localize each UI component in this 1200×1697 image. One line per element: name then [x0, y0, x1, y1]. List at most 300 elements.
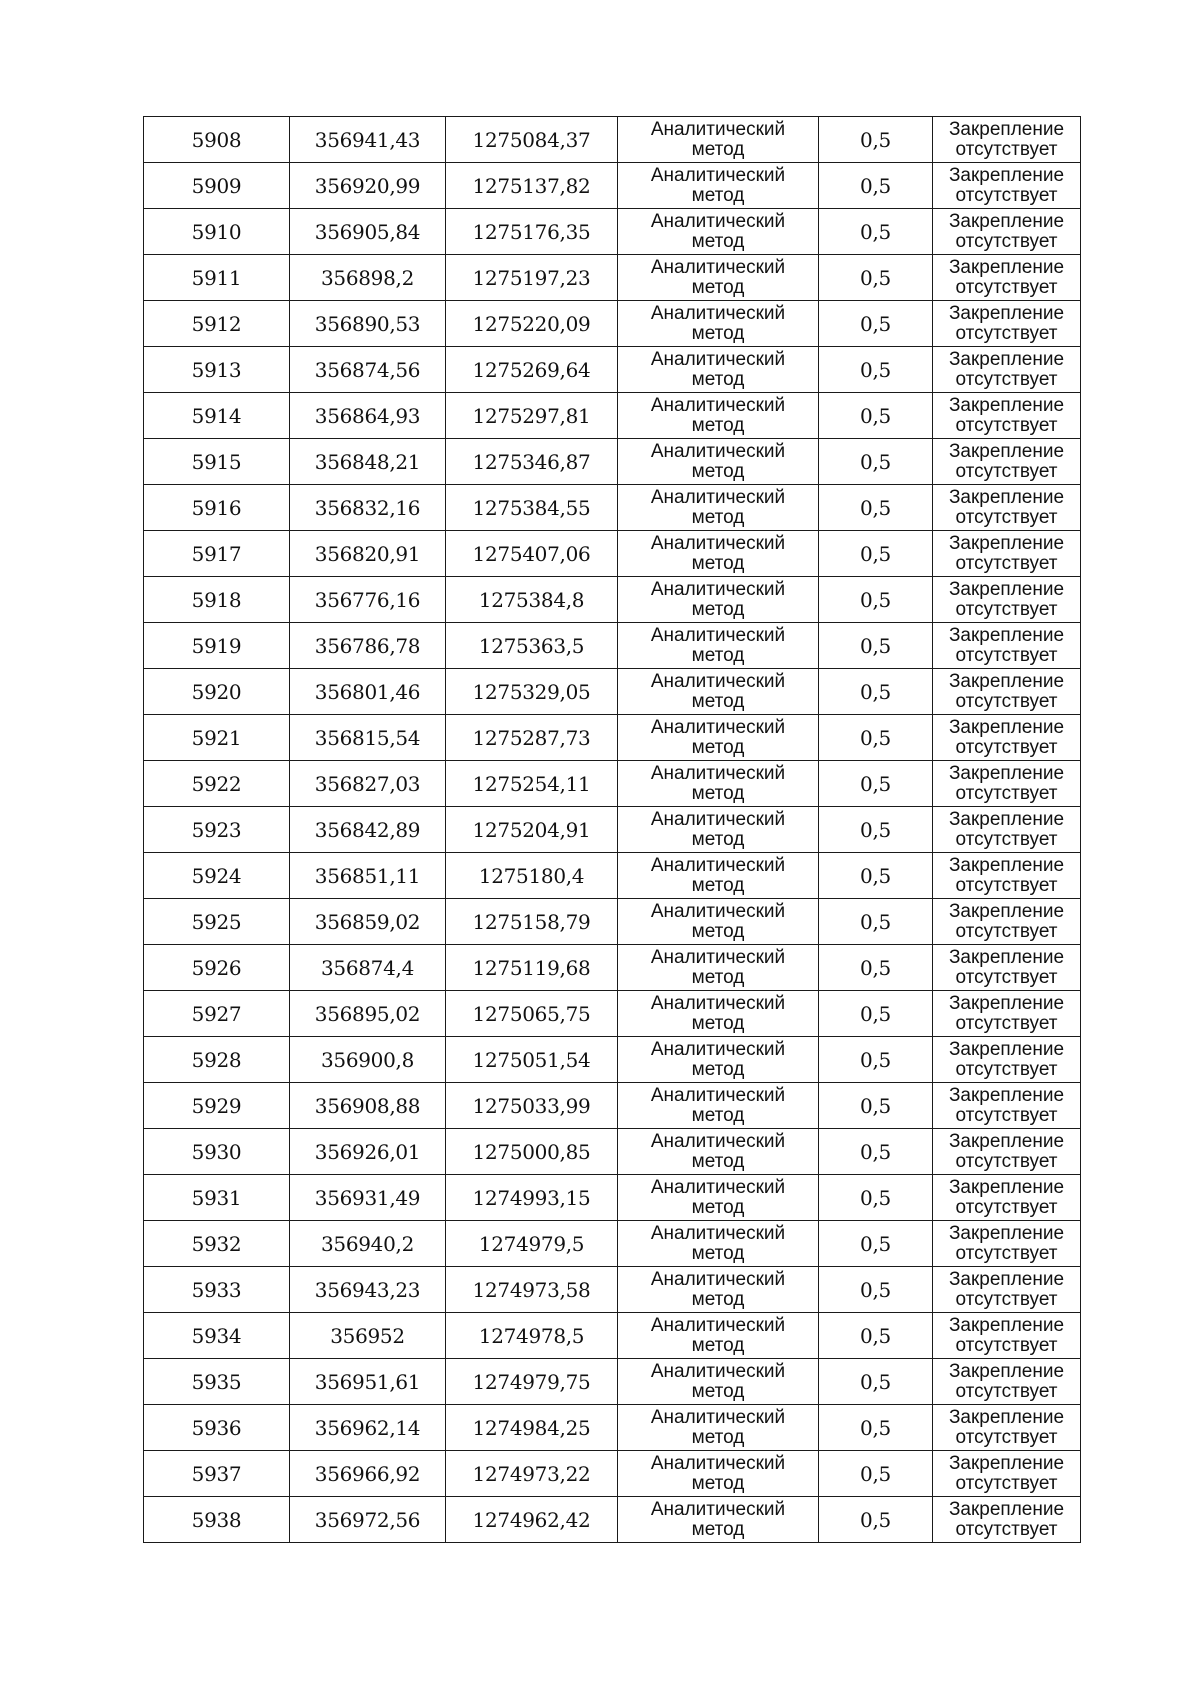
method-text: метод	[691, 184, 745, 206]
marking-cell	[933, 577, 1081, 623]
marking-text: Закрепление	[948, 164, 1065, 186]
y-coordinate-cell: 1274979,75	[446, 1359, 618, 1405]
x-coordinate-cell: 356900,8	[290, 1037, 446, 1083]
marking-text: отсутствует	[955, 1104, 1058, 1126]
accuracy-cell: 0,5	[819, 255, 933, 301]
y-coordinate-cell: 1275119,68	[446, 945, 618, 991]
x-coordinate-cell: 356848,21	[290, 439, 446, 485]
method-text: метод	[691, 1104, 745, 1126]
x-coordinate-cell: 356851,11	[290, 853, 446, 899]
method-text: Аналитический	[650, 808, 786, 830]
table-row	[144, 1083, 1081, 1129]
x-coordinate-cell: 356776,16	[290, 577, 446, 623]
method-text: Аналитический	[650, 118, 786, 140]
method-cell	[618, 1313, 819, 1359]
marking-text: отсутствует	[955, 322, 1058, 344]
marking-text: Закрепление	[948, 256, 1065, 278]
x-coordinate-cell: 356874,4	[290, 945, 446, 991]
marking-cell	[933, 1451, 1081, 1497]
point-number-cell: 5924	[144, 853, 290, 899]
marking-text: Закрепление	[948, 1130, 1065, 1152]
y-coordinate-cell: 1275329,05	[446, 669, 618, 715]
marking-text: Закрепление	[948, 394, 1065, 416]
point-number-cell: 5923	[144, 807, 290, 853]
method-text: метод	[691, 414, 745, 436]
marking-cell	[933, 1129, 1081, 1175]
marking-text: отсутствует	[955, 230, 1058, 252]
marking-text: отсутствует	[955, 1288, 1058, 1310]
method-text: Аналитический	[650, 716, 786, 738]
x-coordinate-cell: 356926,01	[290, 1129, 446, 1175]
method-text: метод	[691, 874, 745, 896]
y-coordinate-cell: 1275407,06	[446, 531, 618, 577]
marking-cell	[933, 117, 1081, 163]
table-row	[144, 761, 1081, 807]
coordinates-table	[143, 116, 1081, 1543]
table-row	[144, 347, 1081, 393]
method-cell	[618, 945, 819, 991]
accuracy-cell: 0,5	[819, 1037, 933, 1083]
marking-text: Закрепление	[948, 1084, 1065, 1106]
marking-text: отсутствует	[955, 460, 1058, 482]
marking-text: Закрепление	[948, 210, 1065, 232]
point-number-cell: 5908	[144, 117, 290, 163]
marking-cell	[933, 163, 1081, 209]
y-coordinate-cell: 1275346,87	[446, 439, 618, 485]
x-coordinate-cell: 356951,61	[290, 1359, 446, 1405]
method-text: Аналитический	[650, 532, 786, 554]
method-text: метод	[691, 828, 745, 850]
accuracy-cell: 0,5	[819, 1175, 933, 1221]
method-text: Аналитический	[650, 900, 786, 922]
marking-text: Закрепление	[948, 762, 1065, 784]
marking-text: отсутствует	[955, 184, 1058, 206]
method-cell	[618, 163, 819, 209]
method-text: метод	[691, 1334, 745, 1356]
marking-text: Закрепление	[948, 854, 1065, 876]
marking-text: Закрепление	[948, 1498, 1065, 1520]
marking-cell	[933, 439, 1081, 485]
x-coordinate-cell: 356874,56	[290, 347, 446, 393]
method-text: Аналитический	[650, 1498, 786, 1520]
method-cell	[618, 1405, 819, 1451]
y-coordinate-cell: 1275176,35	[446, 209, 618, 255]
marking-text: отсутствует	[955, 966, 1058, 988]
point-number-cell: 5936	[144, 1405, 290, 1451]
point-number-cell: 5926	[144, 945, 290, 991]
marking-cell	[933, 1221, 1081, 1267]
method-cell	[618, 1221, 819, 1267]
accuracy-cell: 0,5	[819, 807, 933, 853]
method-cell	[618, 853, 819, 899]
method-text: метод	[691, 1058, 745, 1080]
method-cell	[618, 117, 819, 163]
point-number-cell: 5915	[144, 439, 290, 485]
marking-text: отсутствует	[955, 736, 1058, 758]
method-text: Аналитический	[650, 1360, 786, 1382]
accuracy-cell: 0,5	[819, 1313, 933, 1359]
x-coordinate-cell: 356931,49	[290, 1175, 446, 1221]
accuracy-cell: 0,5	[819, 1451, 933, 1497]
marking-text: Закрепление	[948, 302, 1065, 324]
table-row	[144, 1313, 1081, 1359]
x-coordinate-cell: 356943,23	[290, 1267, 446, 1313]
marking-cell	[933, 485, 1081, 531]
table-row	[144, 1405, 1081, 1451]
method-cell	[618, 255, 819, 301]
point-number-cell: 5914	[144, 393, 290, 439]
accuracy-cell: 0,5	[819, 531, 933, 577]
method-text: Аналитический	[650, 164, 786, 186]
point-number-cell: 5920	[144, 669, 290, 715]
marking-text: отсутствует	[955, 1242, 1058, 1264]
point-number-cell: 5916	[144, 485, 290, 531]
method-text: метод	[691, 460, 745, 482]
marking-cell	[933, 1359, 1081, 1405]
y-coordinate-cell: 1275363,5	[446, 623, 618, 669]
marking-cell	[933, 1313, 1081, 1359]
marking-text: отсутствует	[955, 276, 1058, 298]
y-coordinate-cell: 1275287,73	[446, 715, 618, 761]
method-text: Аналитический	[650, 302, 786, 324]
method-cell	[618, 899, 819, 945]
method-cell	[618, 1083, 819, 1129]
method-text: метод	[691, 966, 745, 988]
marking-text: отсутствует	[955, 1472, 1058, 1494]
method-text: Аналитический	[650, 256, 786, 278]
method-text: Аналитический	[650, 1084, 786, 1106]
marking-text: Закрепление	[948, 992, 1065, 1014]
table-row	[144, 255, 1081, 301]
method-text: метод	[691, 782, 745, 804]
method-cell	[618, 623, 819, 669]
marking-cell	[933, 623, 1081, 669]
marking-cell	[933, 1037, 1081, 1083]
table-row	[144, 209, 1081, 255]
marking-text: отсутствует	[955, 1426, 1058, 1448]
y-coordinate-cell: 1275204,91	[446, 807, 618, 853]
point-number-cell: 5935	[144, 1359, 290, 1405]
table-row	[144, 301, 1081, 347]
table-row	[144, 991, 1081, 1037]
table-row	[144, 439, 1081, 485]
y-coordinate-cell: 1274962,42	[446, 1497, 618, 1543]
accuracy-cell: 0,5	[819, 301, 933, 347]
accuracy-cell: 0,5	[819, 715, 933, 761]
marking-text: Закрепление	[948, 578, 1065, 600]
point-number-cell: 5931	[144, 1175, 290, 1221]
marking-text: отсутствует	[955, 598, 1058, 620]
marking-text: Закрепление	[948, 532, 1065, 554]
accuracy-cell: 0,5	[819, 485, 933, 531]
method-text: метод	[691, 690, 745, 712]
table-row	[144, 163, 1081, 209]
point-number-cell: 5917	[144, 531, 290, 577]
marking-text: отсутствует	[955, 1334, 1058, 1356]
point-number-cell: 5913	[144, 347, 290, 393]
marking-cell	[933, 945, 1081, 991]
marking-text: отсутствует	[955, 1196, 1058, 1218]
x-coordinate-cell: 356966,92	[290, 1451, 446, 1497]
marking-text: Закрепление	[948, 670, 1065, 692]
method-cell	[618, 761, 819, 807]
accuracy-cell: 0,5	[819, 761, 933, 807]
accuracy-cell: 0,5	[819, 1083, 933, 1129]
marking-text: Закрепление	[948, 1314, 1065, 1336]
marking-cell	[933, 209, 1081, 255]
method-text: метод	[691, 230, 745, 252]
y-coordinate-cell: 1275051,54	[446, 1037, 618, 1083]
y-coordinate-cell: 1274973,22	[446, 1451, 618, 1497]
accuracy-cell: 0,5	[819, 209, 933, 255]
y-coordinate-cell: 1275297,81	[446, 393, 618, 439]
point-number-cell: 5932	[144, 1221, 290, 1267]
marking-text: отсутствует	[955, 1380, 1058, 1402]
method-text: Аналитический	[650, 992, 786, 1014]
accuracy-cell: 0,5	[819, 1221, 933, 1267]
marking-text: отсутствует	[955, 368, 1058, 390]
marking-cell	[933, 531, 1081, 577]
method-text: Аналитический	[650, 670, 786, 692]
method-text: Аналитический	[650, 486, 786, 508]
x-coordinate-cell: 356952	[290, 1313, 446, 1359]
x-coordinate-cell: 356827,03	[290, 761, 446, 807]
method-text: метод	[691, 1518, 745, 1540]
y-coordinate-cell: 1275033,99	[446, 1083, 618, 1129]
marking-text: отсутствует	[955, 644, 1058, 666]
accuracy-cell: 0,5	[819, 1359, 933, 1405]
method-text: метод	[691, 276, 745, 298]
x-coordinate-cell: 356962,14	[290, 1405, 446, 1451]
accuracy-cell: 0,5	[819, 899, 933, 945]
marking-text: отсутствует	[955, 920, 1058, 942]
point-number-cell: 5910	[144, 209, 290, 255]
table-row	[144, 715, 1081, 761]
method-text: Аналитический	[650, 394, 786, 416]
point-number-cell: 5921	[144, 715, 290, 761]
point-number-cell: 5918	[144, 577, 290, 623]
method-text: метод	[691, 598, 745, 620]
method-text: Аналитический	[650, 762, 786, 784]
method-text: метод	[691, 1380, 745, 1402]
marking-cell	[933, 669, 1081, 715]
method-text: метод	[691, 1426, 745, 1448]
method-text: метод	[691, 1242, 745, 1264]
method-text: Аналитический	[650, 1222, 786, 1244]
method-text: метод	[691, 1288, 745, 1310]
table-row	[144, 945, 1081, 991]
method-text: Аналитический	[650, 624, 786, 646]
y-coordinate-cell: 1275065,75	[446, 991, 618, 1037]
x-coordinate-cell: 356801,46	[290, 669, 446, 715]
x-coordinate-cell: 356920,99	[290, 163, 446, 209]
table-row	[144, 393, 1081, 439]
method-cell	[618, 1359, 819, 1405]
marking-text: Закрепление	[948, 624, 1065, 646]
point-number-cell: 5919	[144, 623, 290, 669]
marking-text: Закрепление	[948, 946, 1065, 968]
marking-text: Закрепление	[948, 1038, 1065, 1060]
marking-text: Закрепление	[948, 716, 1065, 738]
method-cell	[618, 209, 819, 255]
accuracy-cell: 0,5	[819, 945, 933, 991]
table-row	[144, 531, 1081, 577]
y-coordinate-cell: 1275269,64	[446, 347, 618, 393]
method-text: метод	[691, 322, 745, 344]
method-text: Аналитический	[650, 1406, 786, 1428]
accuracy-cell: 0,5	[819, 577, 933, 623]
marking-text: Закрепление	[948, 118, 1065, 140]
x-coordinate-cell: 356905,84	[290, 209, 446, 255]
accuracy-cell: 0,5	[819, 163, 933, 209]
method-cell	[618, 1037, 819, 1083]
x-coordinate-cell: 356842,89	[290, 807, 446, 853]
x-coordinate-cell: 356815,54	[290, 715, 446, 761]
x-coordinate-cell: 356908,88	[290, 1083, 446, 1129]
x-coordinate-cell: 356941,43	[290, 117, 446, 163]
table-row	[144, 1221, 1081, 1267]
table-row	[144, 899, 1081, 945]
marking-text: Закрепление	[948, 1452, 1065, 1474]
marking-cell	[933, 1175, 1081, 1221]
marking-text: Закрепление	[948, 486, 1065, 508]
method-cell	[618, 439, 819, 485]
method-text: Аналитический	[650, 1176, 786, 1198]
method-text: Аналитический	[650, 210, 786, 232]
x-coordinate-cell: 356864,93	[290, 393, 446, 439]
x-coordinate-cell: 356786,78	[290, 623, 446, 669]
method-text: Аналитический	[650, 578, 786, 600]
method-text: Аналитический	[650, 1130, 786, 1152]
x-coordinate-cell: 356890,53	[290, 301, 446, 347]
method-text: метод	[691, 1012, 745, 1034]
marking-cell	[933, 301, 1081, 347]
table-row	[144, 485, 1081, 531]
marking-text: отсутствует	[955, 1150, 1058, 1172]
marking-cell	[933, 1497, 1081, 1543]
method-text: метод	[691, 1472, 745, 1494]
method-cell	[618, 1267, 819, 1313]
marking-cell	[933, 1083, 1081, 1129]
marking-text: отсутствует	[955, 552, 1058, 574]
y-coordinate-cell: 1274979,5	[446, 1221, 618, 1267]
marking-text: Закрепление	[948, 900, 1065, 922]
marking-cell	[933, 899, 1081, 945]
table-row	[144, 1037, 1081, 1083]
point-number-cell: 5928	[144, 1037, 290, 1083]
x-coordinate-cell: 356820,91	[290, 531, 446, 577]
accuracy-cell: 0,5	[819, 439, 933, 485]
marking-text: Закрепление	[948, 1406, 1065, 1428]
table-row	[144, 117, 1081, 163]
accuracy-cell: 0,5	[819, 347, 933, 393]
point-number-cell: 5912	[144, 301, 290, 347]
method-cell	[618, 393, 819, 439]
marking-cell	[933, 393, 1081, 439]
y-coordinate-cell: 1275137,82	[446, 163, 618, 209]
marking-text: Закрепление	[948, 440, 1065, 462]
marking-text: Закрепление	[948, 1222, 1065, 1244]
marking-text: Закрепление	[948, 1360, 1065, 1382]
y-coordinate-cell: 1275384,8	[446, 577, 618, 623]
y-coordinate-cell: 1275220,09	[446, 301, 618, 347]
method-cell	[618, 991, 819, 1037]
method-cell	[618, 669, 819, 715]
accuracy-cell: 0,5	[819, 1267, 933, 1313]
marking-text: Закрепление	[948, 808, 1065, 830]
method-text: метод	[691, 644, 745, 666]
accuracy-cell: 0,5	[819, 1405, 933, 1451]
method-text: метод	[691, 552, 745, 574]
point-number-cell: 5937	[144, 1451, 290, 1497]
y-coordinate-cell: 1275197,23	[446, 255, 618, 301]
marking-cell	[933, 1267, 1081, 1313]
table-body	[144, 117, 1081, 1543]
method-text: Аналитический	[650, 440, 786, 462]
marking-text: отсутствует	[955, 414, 1058, 436]
method-text: метод	[691, 920, 745, 942]
marking-text: отсутствует	[955, 1058, 1058, 1080]
marking-text: отсутствует	[955, 782, 1058, 804]
y-coordinate-cell: 1275180,4	[446, 853, 618, 899]
point-number-cell: 5909	[144, 163, 290, 209]
method-cell	[618, 807, 819, 853]
marking-cell	[933, 347, 1081, 393]
x-coordinate-cell: 356972,56	[290, 1497, 446, 1543]
y-coordinate-cell: 1274978,5	[446, 1313, 618, 1359]
method-text: метод	[691, 506, 745, 528]
table-row	[144, 1129, 1081, 1175]
table-row	[144, 1267, 1081, 1313]
x-coordinate-cell: 356940,2	[290, 1221, 446, 1267]
table-row	[144, 807, 1081, 853]
point-number-cell: 5922	[144, 761, 290, 807]
point-number-cell: 5925	[144, 899, 290, 945]
marking-cell	[933, 853, 1081, 899]
accuracy-cell: 0,5	[819, 991, 933, 1037]
x-coordinate-cell: 356832,16	[290, 485, 446, 531]
method-cell	[618, 347, 819, 393]
method-cell	[618, 715, 819, 761]
y-coordinate-cell: 1275254,11	[446, 761, 618, 807]
y-coordinate-cell: 1275158,79	[446, 899, 618, 945]
method-text: Аналитический	[650, 348, 786, 370]
point-number-cell: 5929	[144, 1083, 290, 1129]
x-coordinate-cell: 356895,02	[290, 991, 446, 1037]
point-number-cell: 5938	[144, 1497, 290, 1543]
marking-text: Закрепление	[948, 1268, 1065, 1290]
method-text: метод	[691, 1150, 745, 1172]
method-text: метод	[691, 138, 745, 160]
table-row	[144, 853, 1081, 899]
table-row	[144, 669, 1081, 715]
marking-text: Закрепление	[948, 1176, 1065, 1198]
marking-cell	[933, 715, 1081, 761]
method-text: метод	[691, 368, 745, 390]
marking-cell	[933, 761, 1081, 807]
method-text: Аналитический	[650, 946, 786, 968]
x-coordinate-cell: 356859,02	[290, 899, 446, 945]
method-text: метод	[691, 1196, 745, 1218]
y-coordinate-cell: 1275384,55	[446, 485, 618, 531]
accuracy-cell: 0,5	[819, 623, 933, 669]
marking-text: отсутствует	[955, 138, 1058, 160]
table-row	[144, 1497, 1081, 1543]
method-cell	[618, 1175, 819, 1221]
method-text: Аналитический	[650, 1314, 786, 1336]
table-row	[144, 1175, 1081, 1221]
y-coordinate-cell: 1274984,25	[446, 1405, 618, 1451]
